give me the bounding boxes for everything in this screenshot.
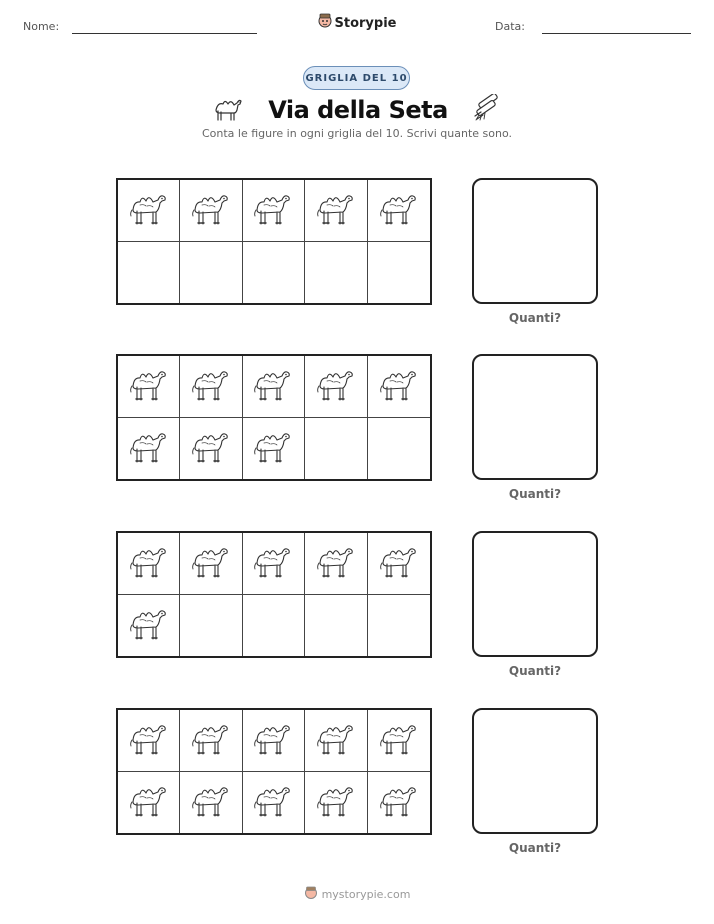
ten-frame-1 xyxy=(116,178,432,305)
ten-frame-cell xyxy=(118,710,180,772)
ten-frame-cell xyxy=(305,533,367,595)
camel-icon xyxy=(128,426,170,470)
worksheet-type-badge: GRIGLIA DEL 10 xyxy=(303,66,410,90)
answer-box-1[interactable] xyxy=(472,178,598,304)
ten-frame-cell xyxy=(180,595,242,657)
date-label: Data: xyxy=(495,20,525,33)
camel-icon xyxy=(128,188,170,232)
instructions: Conta le figure in ogni griglia del 10. Scrivi quante sono. xyxy=(201,127,512,140)
ten-frame-cell xyxy=(243,242,305,304)
ten-frame-cell xyxy=(243,418,305,480)
camel-icon xyxy=(315,780,357,824)
ten-frame-cell xyxy=(368,242,430,304)
camel-icon xyxy=(190,188,232,232)
ten-frame-cell xyxy=(118,772,180,834)
camel-icon xyxy=(128,541,170,585)
ten-frame-cell xyxy=(305,595,367,657)
storypie-mascot-icon xyxy=(318,13,332,33)
ten-frame-cell xyxy=(243,710,305,772)
camel-icon xyxy=(378,541,420,585)
ten-frame-3 xyxy=(116,531,432,658)
camel-icon xyxy=(378,718,420,762)
answer-label: Quanti? xyxy=(508,487,562,501)
ten-frame-cell xyxy=(118,533,180,595)
ten-frame-cell xyxy=(118,242,180,304)
page-title: Via della Seta xyxy=(268,96,448,124)
ten-frame-cell xyxy=(368,356,430,418)
ten-frame-cell xyxy=(243,180,305,242)
ten-frame-cell xyxy=(243,772,305,834)
ten-frame-cell xyxy=(243,356,305,418)
camel-icon xyxy=(378,364,420,408)
ten-frame-cell xyxy=(368,710,430,772)
camel-icon xyxy=(252,426,294,470)
camel-icon xyxy=(190,541,232,585)
camel-icon xyxy=(315,541,357,585)
camel-icon xyxy=(190,364,232,408)
ten-frame-cell xyxy=(305,418,367,480)
ten-frame-cell xyxy=(305,180,367,242)
camel-icon xyxy=(252,188,294,232)
camel-icon xyxy=(190,780,232,824)
camel-icon xyxy=(128,603,170,647)
ten-frame-cell xyxy=(180,710,242,772)
date-field[interactable] xyxy=(495,20,525,33)
name-line[interactable] xyxy=(72,33,257,34)
ten-frame-cell xyxy=(305,772,367,834)
ten-frame-cell xyxy=(305,242,367,304)
ten-frame-cell xyxy=(305,710,367,772)
answer-box-2[interactable] xyxy=(472,354,598,480)
answer-label: Quanti? xyxy=(508,311,562,325)
ten-frame-cell xyxy=(180,180,242,242)
ten-frame-4 xyxy=(116,708,432,835)
camel-icon xyxy=(128,718,170,762)
camel-icon xyxy=(128,780,170,824)
ten-frame-cell xyxy=(118,356,180,418)
ten-frame-cell xyxy=(180,356,242,418)
answer-label: Quanti? xyxy=(508,664,562,678)
camel-icon xyxy=(252,718,294,762)
camel-icon xyxy=(315,718,357,762)
answer-box-3[interactable] xyxy=(472,531,598,657)
storypie-mascot-icon xyxy=(304,886,318,903)
camel-icon xyxy=(252,780,294,824)
brand-logo xyxy=(0,13,714,33)
camel-icon xyxy=(128,364,170,408)
camel-icon xyxy=(190,426,232,470)
camel-icon xyxy=(378,780,420,824)
camel-icon xyxy=(252,541,294,585)
camel-icon xyxy=(315,188,357,232)
ten-frame-cell xyxy=(243,533,305,595)
silk-scroll-icon xyxy=(472,94,502,126)
ten-frame-cell xyxy=(180,418,242,480)
ten-frame-cell xyxy=(118,418,180,480)
answer-label: Quanti? xyxy=(508,841,562,855)
date-line[interactable] xyxy=(542,33,691,34)
camel-icon xyxy=(378,188,420,232)
camel-icon xyxy=(252,364,294,408)
ten-frame-cell xyxy=(368,418,430,480)
ten-frame-cell xyxy=(368,533,430,595)
camel-icon xyxy=(190,718,232,762)
ten-frame-cell xyxy=(368,180,430,242)
brand-name: Storypie xyxy=(334,15,397,31)
answer-box-4[interactable] xyxy=(472,708,598,834)
ten-frame-cell xyxy=(180,242,242,304)
name-label: Nome: xyxy=(23,20,60,33)
footer xyxy=(0,886,714,903)
ten-frame-cell xyxy=(180,772,242,834)
camel-icon xyxy=(212,94,244,126)
ten-frame-cell xyxy=(368,772,430,834)
ten-frame-cell xyxy=(118,595,180,657)
ten-frame-cell xyxy=(180,533,242,595)
title-row xyxy=(0,90,714,130)
ten-frame-2 xyxy=(116,354,432,481)
ten-frame-cell xyxy=(305,356,367,418)
ten-frame-cell xyxy=(243,595,305,657)
ten-frame-cell xyxy=(368,595,430,657)
ten-frame-cell xyxy=(118,180,180,242)
camel-icon xyxy=(315,364,357,408)
footer-url[interactable]: mystorypie.com xyxy=(321,888,411,901)
